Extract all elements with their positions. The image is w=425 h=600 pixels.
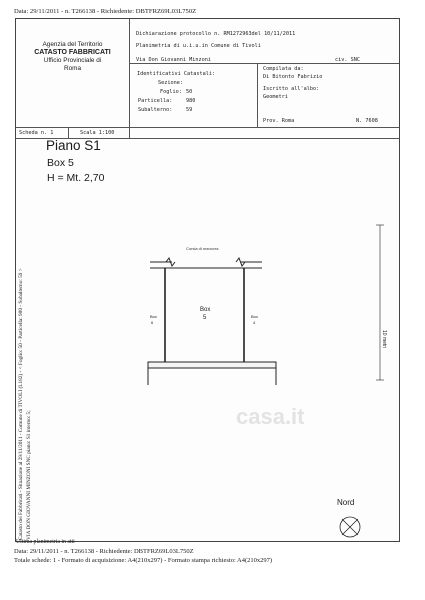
agency-office: Ufficio Provinciale di	[43, 57, 102, 64]
n-value: 7608	[365, 118, 378, 124]
left-box-number: 6	[151, 320, 154, 325]
height-label: H = Mt. 2,70	[47, 172, 105, 184]
watermark: casa.it	[236, 404, 305, 429]
foglio-value: 50	[186, 89, 193, 95]
foglio-label: Foglio:	[160, 89, 182, 95]
planimetry-line: Planimetria di u.i.u.in Comune di Tivoli	[136, 43, 261, 49]
catasto-title: CATASTO FABBRICATI	[34, 49, 111, 56]
address-line: Via Don Giovanni Minzoni	[136, 57, 211, 63]
protocol-number: RM1272963del	[223, 31, 261, 37]
north-label: Nord	[337, 498, 355, 507]
scheda-number: Scheda n. 1	[19, 130, 54, 136]
footer-format-line: Totale schede: 1 - Formato di acquisizione: A4(210x297) - Formato stampa richiesto: A4(210x297)	[14, 557, 273, 564]
box-title: Box 5	[47, 157, 74, 169]
box-label: Box	[200, 307, 211, 313]
subalterno-label: Subalterno:	[138, 107, 173, 113]
iscritto-value: Geometri	[263, 94, 288, 100]
identifiers-title: Identificativi Catastali:	[137, 71, 216, 77]
right-box-label: Box	[251, 314, 258, 319]
subalterno-value: 59	[186, 107, 193, 113]
n-label: N.	[356, 118, 363, 124]
box-number: 5	[203, 315, 207, 321]
prov-value: Roma	[281, 118, 295, 124]
floor-title: Piano S1	[46, 138, 101, 153]
sezione-label: Sezione:	[158, 80, 183, 86]
scale: Scala 1:100	[80, 130, 115, 136]
dimension-label: 10 metri	[381, 330, 387, 349]
protocol-date: 10/11/2011	[264, 31, 296, 37]
agency-name: Agenzia del Territorio	[42, 41, 103, 48]
protocol-label: Dichiarazione protocollo n.	[136, 31, 221, 37]
plan-back-wall	[148, 362, 276, 368]
side-situation-text: Catasto dei Fabbricati - Situazione al 29/11/2011 - Comune di TIVOLI (L182) - < Foglio: 50 - Particella: 980 - Subalterno: 59 >	[18, 268, 24, 540]
particella-value: 980	[186, 98, 196, 104]
compiled-title: Compilata da:	[263, 66, 304, 72]
agency-province: Roma	[63, 65, 82, 72]
north-arrow	[340, 517, 360, 537]
civic-number: civ. SNC	[335, 57, 360, 63]
left-box-label: Box	[150, 314, 157, 319]
right-box-number: 4	[253, 320, 256, 325]
prov-label: Prov.	[263, 118, 279, 124]
ultima-planimetria: Ultima planimetria in atti	[16, 539, 75, 545]
top-request-stamp: Data: 29/11/2011 - n. T266138 - Richiedente: DBTFRZ69L03L750Z	[14, 8, 197, 15]
compiled-name: Di Bitonto Fabrizio	[263, 74, 323, 80]
footer-request-line: Data: 29/11/2011 - n. T266138 - Richiedente: DBTFRZ69L03L750Z	[14, 548, 194, 555]
particella-label: Particella:	[138, 98, 173, 104]
corsia-label: Corsia di manovra	[186, 246, 219, 251]
side-address-text: VIA DON GIOVANNI MINZONI SNC piano: S1 interno: 5;	[26, 410, 32, 540]
iscritto-label: Iscritto all'albo:	[263, 86, 320, 92]
